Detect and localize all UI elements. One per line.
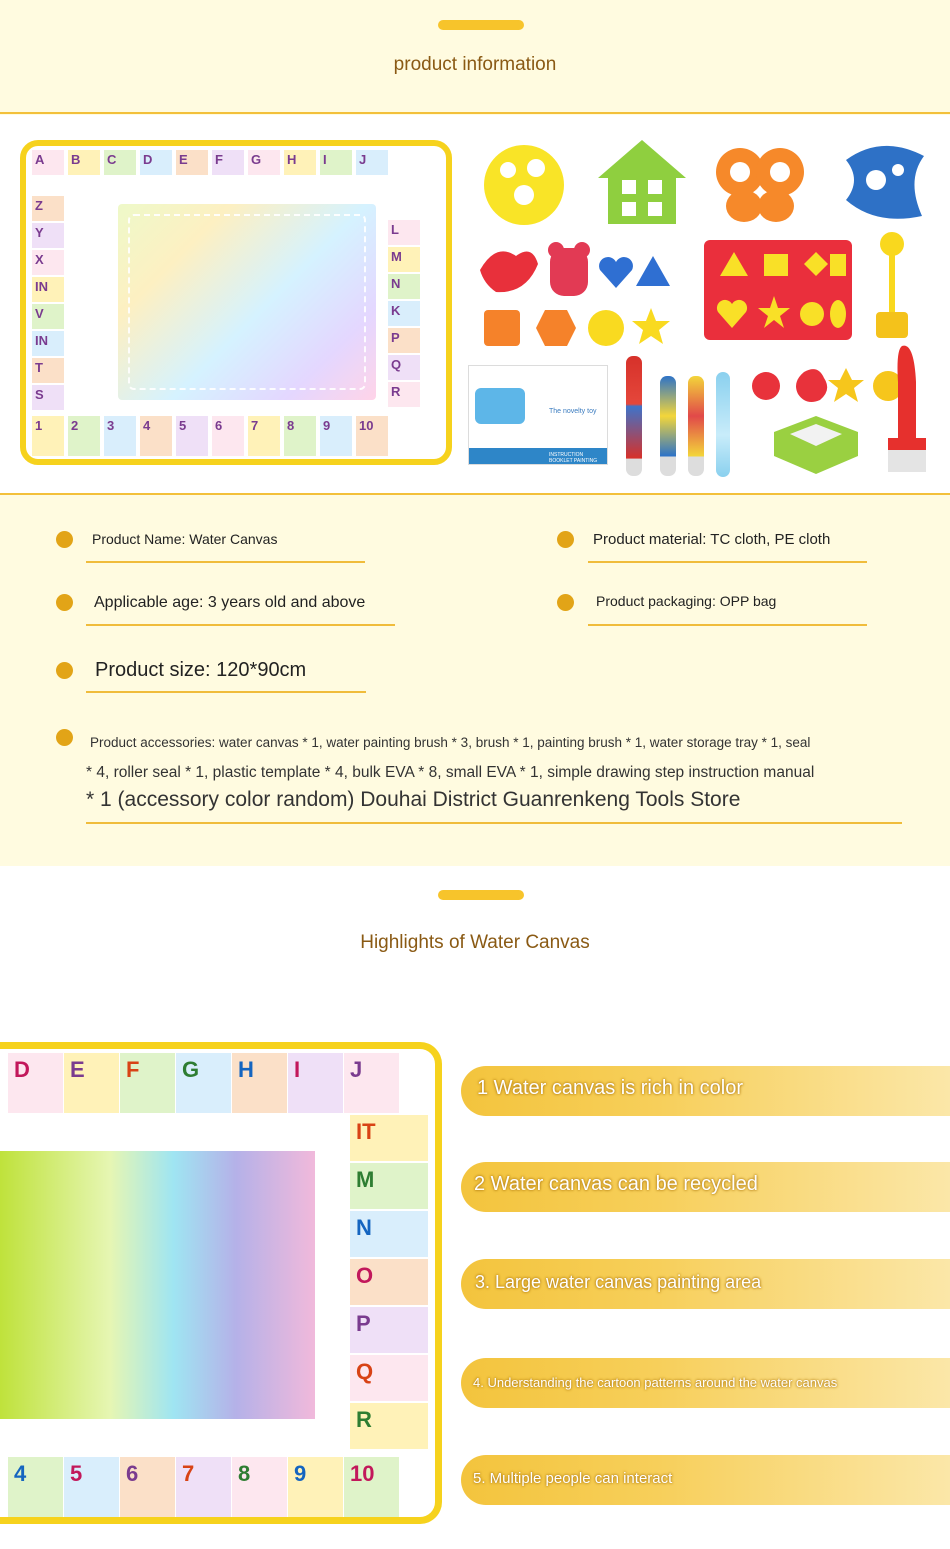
- mat-tile: C: [104, 150, 136, 175]
- bullet-dot: [56, 662, 73, 679]
- drawing-area: [118, 204, 376, 400]
- closeup-mat-tile: D: [8, 1053, 63, 1113]
- underline: [588, 624, 867, 626]
- underline: [588, 561, 867, 563]
- mat-tile: 8: [284, 416, 316, 456]
- stamp-handle-image: [884, 342, 930, 476]
- mat-tile: R: [388, 382, 420, 407]
- booklet-caption: INSTRUCTION BOOKLET PAINTING: [549, 452, 598, 464]
- eva-shapes-board-image: [704, 240, 852, 340]
- section-title-product-information: product information: [393, 54, 557, 75]
- product-accessories: [86, 728, 902, 812]
- closeup-mat-tile: 8: [232, 1457, 287, 1517]
- hexagon-stamp-image: [534, 308, 578, 348]
- closeup-mat-tile: H: [232, 1053, 287, 1113]
- product-size: Product size: 120*90cm: [95, 659, 307, 681]
- mat-tile: V: [32, 304, 64, 329]
- closeup-mat-tile: P: [350, 1307, 428, 1353]
- mat-tile: IN: [32, 331, 64, 356]
- section-title-highlights: Highlights of Water Canvas: [360, 932, 590, 953]
- mat-tile: N: [388, 274, 420, 299]
- closeup-mat-tile: N: [350, 1211, 428, 1257]
- mat-tile: 6: [212, 416, 244, 456]
- underline: [86, 822, 902, 824]
- mat-tile: Q: [388, 355, 420, 380]
- mat-tile: P: [388, 328, 420, 353]
- roller-seal-image: [872, 232, 912, 342]
- booklet-logo: [475, 388, 525, 424]
- drawing-area-closeup: [0, 1151, 315, 1419]
- closeup-mat-tile: 6: [120, 1457, 175, 1517]
- square-stamp-image: [482, 308, 522, 348]
- highlight-5-text: 5. Multiple people can interact: [473, 1470, 673, 1487]
- closeup-mat-tile: 5: [64, 1457, 119, 1517]
- closeup-mat-tile: J: [344, 1053, 399, 1113]
- mat-tile: M: [388, 247, 420, 272]
- closeup-mat-tile: F: [120, 1053, 175, 1113]
- closeup-mat-tile: 9: [288, 1457, 343, 1517]
- closeup-mat-tile: Q: [350, 1355, 428, 1401]
- mat-tile: D: [140, 150, 172, 175]
- mat-tile: F: [212, 150, 244, 175]
- mat-tile: 1: [32, 416, 64, 456]
- bird-stamp-image: [476, 240, 542, 298]
- closeup-mat-tile: IT: [350, 1115, 428, 1161]
- flower-template-image: [476, 140, 572, 230]
- accessories-line-1: Product accessories: water canvas * 1, water painting brush * 3, brush * 1, painting brush * 1, water storage tray * 1, seal: [90, 735, 811, 750]
- moon-template-image: [836, 140, 928, 220]
- mat-tile: T: [32, 358, 64, 383]
- mat-tile: K: [388, 301, 420, 326]
- mat-tile: H: [284, 150, 316, 175]
- product-material: Product material: TC cloth, PE cloth: [593, 531, 831, 548]
- closeup-mat-tile: 7: [176, 1457, 231, 1517]
- water-canvas-closeup-image: [0, 1042, 442, 1524]
- closeup-mat-tile: 10: [344, 1457, 399, 1517]
- closeup-mat-tile: I: [288, 1053, 343, 1113]
- mat-tile: 2: [68, 416, 100, 456]
- accessories-line-2: * 4, roller seal * 1, plastic template * 4, bulk EVA * 8, small EVA * 1, simple drawing step instruction manual: [86, 764, 815, 781]
- star-stamp-image: [630, 306, 672, 346]
- water-canvas-mat-image: [20, 140, 452, 465]
- highlight-2: [461, 1162, 950, 1212]
- closeup-mat-tile: R: [350, 1403, 428, 1449]
- mat-tile: 7: [248, 416, 280, 456]
- closeup-mat-tile: G: [176, 1053, 231, 1113]
- booklet-brand: The novelty toy: [549, 408, 597, 415]
- instruction-booklet-image: [468, 365, 608, 465]
- accessories-line-3: * 1 (accessory color random) Douhai District Guanrenkeng Tools Store: [86, 788, 741, 811]
- highlight-3-text: 3. Large water canvas painting area: [475, 1272, 762, 1292]
- mat-tile: I: [320, 150, 352, 175]
- underline: [86, 624, 395, 626]
- product-packaging: Product packaging: OPP bag: [596, 593, 777, 609]
- highlight-3: [461, 1259, 950, 1309]
- mat-tile: S: [32, 385, 64, 410]
- mat-tile: X: [32, 250, 64, 275]
- underline: [86, 561, 365, 563]
- water-pen-yellow: [688, 376, 704, 476]
- underline: [86, 691, 366, 693]
- mat-tile: Y: [32, 223, 64, 248]
- highlight-1: [461, 1066, 950, 1116]
- mat-tile: B: [68, 150, 100, 175]
- mat-tile: G: [248, 150, 280, 175]
- water-pen-red: [626, 356, 642, 476]
- circle-stamp-image: [586, 308, 626, 348]
- butterfly-template-image: [714, 144, 806, 224]
- closeup-mat-tile: 4: [8, 1457, 63, 1517]
- mat-tile: IN: [32, 277, 64, 302]
- mat-tile: Z: [32, 196, 64, 221]
- mat-tile: 4: [140, 416, 172, 456]
- product-name: Product Name: Water Canvas: [92, 531, 278, 547]
- bullet-dot: [56, 531, 73, 548]
- house-template-image: [596, 138, 688, 228]
- bullet-dot: [56, 594, 73, 611]
- booklet-band: [469, 448, 607, 464]
- divider: [0, 493, 950, 495]
- divider: [0, 112, 950, 114]
- mat-tile: E: [176, 150, 208, 175]
- closeup-mat-tile: M: [350, 1163, 428, 1209]
- bullet-dot: [56, 729, 73, 746]
- highlight-2-text: 2 Water canvas can be recycled: [474, 1173, 758, 1195]
- mat-tile: 5: [176, 416, 208, 456]
- applicable-age: Applicable age: 3 years old and above: [94, 594, 366, 611]
- bullet-dot: [557, 594, 574, 611]
- mat-tile: L: [388, 220, 420, 245]
- heart-stamp-image: [597, 256, 635, 290]
- highlight-1-text: 1 Water canvas is rich in color: [477, 1077, 744, 1099]
- bullet-dot: [557, 531, 574, 548]
- water-pen-blue: [660, 376, 676, 476]
- mat-tile: 9: [320, 416, 352, 456]
- closeup-mat-tile: E: [64, 1053, 119, 1113]
- highlight-4: [461, 1358, 950, 1408]
- section-pill: [438, 20, 524, 30]
- mat-tile: J: [356, 150, 388, 175]
- highlight-4-text: 4. Understanding the cartoon patterns around the water canvas: [473, 1375, 838, 1390]
- section-pill: [438, 890, 524, 900]
- bear-stamp-image: [546, 240, 592, 298]
- mat-tile: 3: [104, 416, 136, 456]
- water-storage-tray-image: [768, 412, 864, 476]
- triangle-stamp-image: [634, 254, 672, 288]
- mat-tile: 10: [356, 416, 388, 456]
- highlight-5: [461, 1455, 950, 1505]
- mat-tile: A: [32, 150, 64, 175]
- closeup-mat-tile: O: [350, 1259, 428, 1305]
- water-brush-light-blue: [716, 372, 730, 477]
